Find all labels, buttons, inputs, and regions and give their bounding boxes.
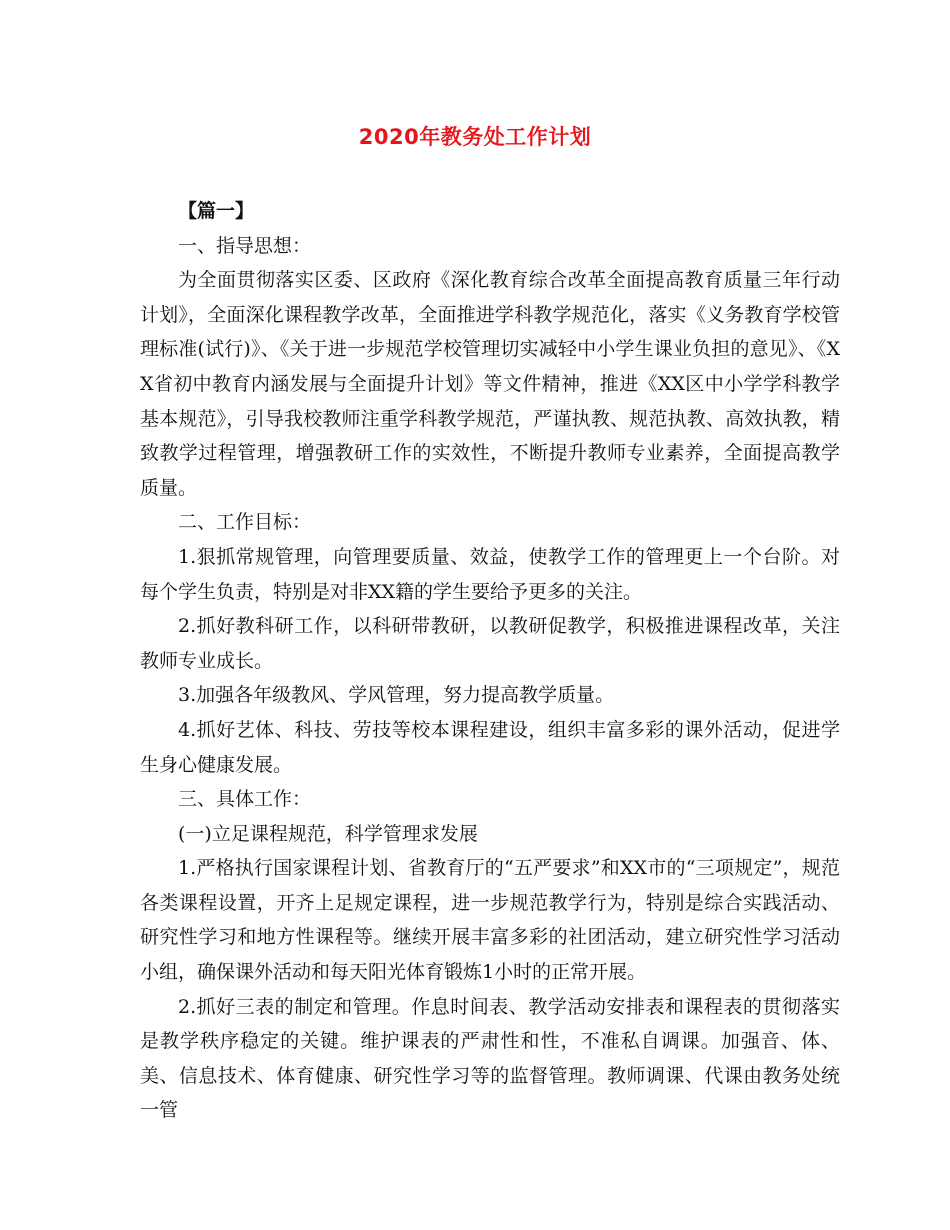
paragraph: 为全面贯彻落实区委、区政府《深化教育综合改革全面提高教育质量三年行动计划》，全面深化课程教学改革，全面推进学科教学规范化，落实《义务教育学校管理标准(试行)》、《关于进一步规范学校管理切实减轻中小学生课业负担的意见》、《XX省初中教育内涵发展与全面提升计划》等文件精神，推进《XX区中小学学科教学基本规范》，引导我校教师注重学科教学规范，严谨执教、规范执教、高效执教，精致教学过程管理，增强教研工作的实效性，不断提升教师专业素养，全面提高教学质量。: [140, 269, 840, 499]
paragraph: 三、具体工作：: [178, 788, 312, 811]
paragraph: 2.抓好教科研工作，以科研带教研，以教研促教学，积极推进课程改革，关注教师专业成长。: [140, 615, 840, 672]
paragraph: 2.抓好三表的制定和管理。作息时间表、教学活动安排表和课程表的贯彻落实是教学秩序稳定的关键。维护课表的严肃性和性，不准私自调课。加强音、体、美、信息技术、体育健康、研究性学习等的监督管理。教师调课、代课由教务处统一管: [140, 995, 840, 1122]
paragraph: 4.抓好艺体、科技、劳技等校本课程建设，组织丰富多彩的课外活动，促进学生身心健康发展。: [140, 718, 840, 776]
paragraph: 二、工作目标：: [178, 511, 312, 534]
paragraph: 1.狠抓常规管理，向管理要质量、效益，使教学工作的管理更上一个台阶。对每个学生负责，特别是对非XX籍的学生要给予更多的关注。: [140, 545, 840, 603]
paragraph: 3.加强各年级教风、学风管理，努力提高教学质量。: [178, 684, 615, 707]
section-heading: 【篇一】: [178, 200, 255, 222]
paragraph: 1.严格执行国家课程计划、省教育厅的“五严要求”和XX市的“三项规定”，规范各类课程设置，开齐上足规定课程，进一步规范教学行为，特别是综合实践活动、研究性学习和地方性课程等。继续开展丰富多彩的社团活动，建立研究性学习活动小组，确保课外活动和每天阳光体育锻炼1小时的正常开展。: [140, 857, 840, 984]
paragraph: 一、指导思想：: [178, 234, 312, 257]
paragraph: (一)立足课程规范，科学管理求发展: [178, 822, 478, 845]
document-body: [140, 194, 840, 1128]
document-title: 2020年教务处工作计划: [358, 125, 592, 149]
